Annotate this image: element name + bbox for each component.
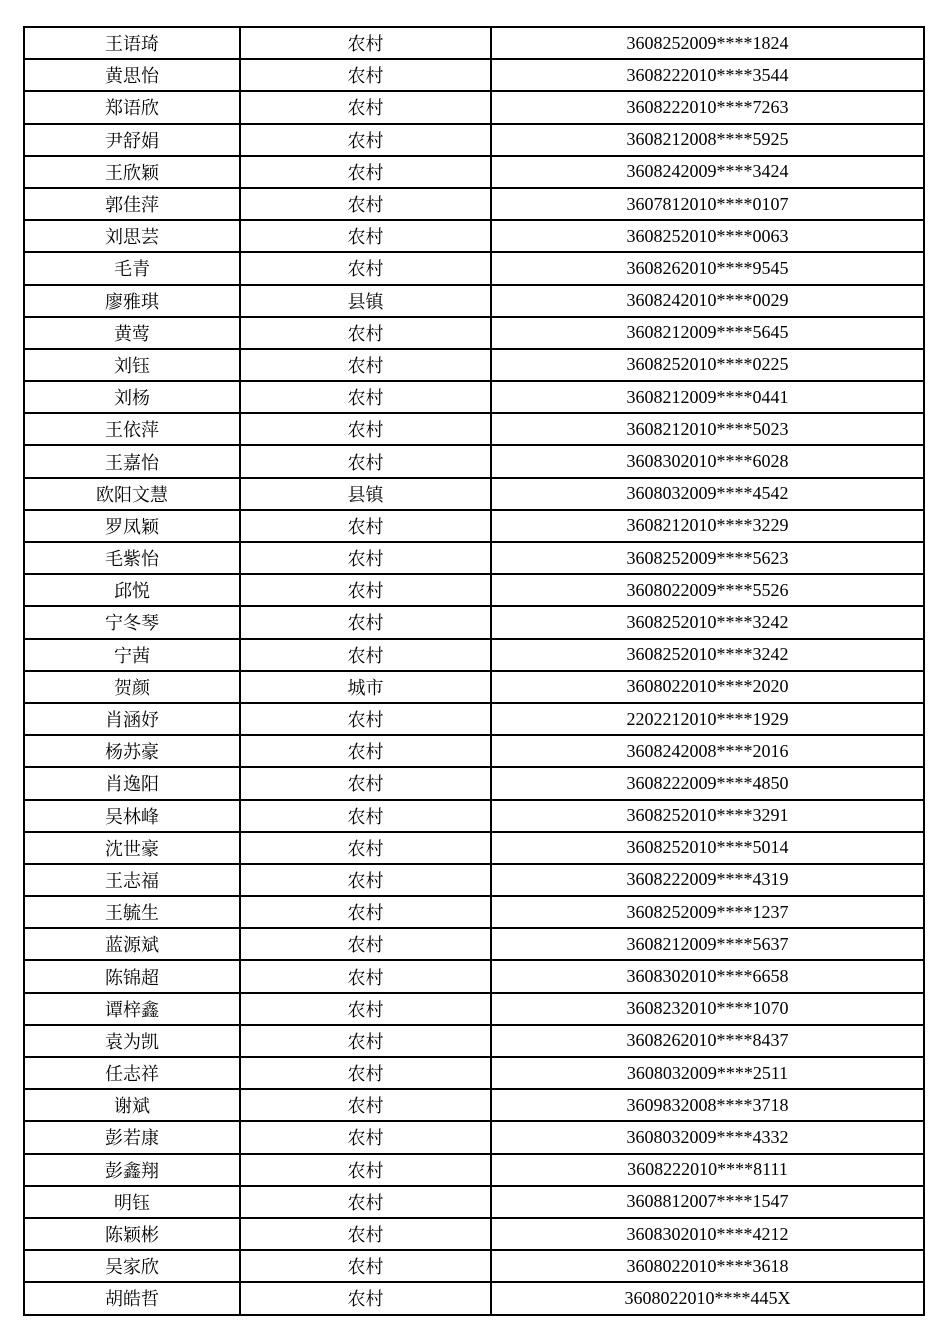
area-type-cell: 农村: [240, 445, 491, 477]
student-name-cell: 吴家欣: [24, 1250, 240, 1282]
area-type-cell: 农村: [240, 1121, 491, 1153]
table-row: [24, 1121, 924, 1153]
student-name-cell: 黄莺: [24, 317, 240, 349]
student-name-cell: 袁为凯: [24, 1025, 240, 1057]
area-type-cell: 农村: [240, 1218, 491, 1250]
table-row: [24, 285, 924, 317]
area-type-cell: 农村: [240, 1089, 491, 1121]
table-row: [24, 606, 924, 638]
student-name-cell: 邱悦: [24, 574, 240, 606]
student-name-cell: 谭梓鑫: [24, 993, 240, 1025]
student-name-cell: 谢斌: [24, 1089, 240, 1121]
student-name-cell: 沈世豪: [24, 832, 240, 864]
table-row: [24, 1025, 924, 1057]
table-row: [24, 574, 924, 606]
area-type-cell: 农村: [240, 1186, 491, 1218]
id-number-cell: 3608022010****3618: [491, 1250, 924, 1282]
table-row: [24, 478, 924, 510]
table-row: [24, 542, 924, 574]
student-name-cell: 宁冬琴: [24, 606, 240, 638]
id-number-cell: 3608252010****5014: [491, 832, 924, 864]
student-name-cell: 宁茜: [24, 639, 240, 671]
area-type-cell: 农村: [240, 1154, 491, 1186]
area-type-cell: 县镇: [240, 285, 491, 317]
id-number-cell: 3608302010****4212: [491, 1218, 924, 1250]
area-type-cell: 农村: [240, 188, 491, 220]
area-type-cell: 农村: [240, 928, 491, 960]
student-name-cell: 欧阳文慧: [24, 478, 240, 510]
id-number-cell: 3608022010****445X: [491, 1282, 924, 1314]
id-number-cell: 3608252009****5623: [491, 542, 924, 574]
student-name-cell: 杨苏豪: [24, 735, 240, 767]
area-type-cell: 农村: [240, 767, 491, 799]
student-name-cell: 王志福: [24, 864, 240, 896]
area-type-cell: 农村: [240, 800, 491, 832]
id-number-cell: 3608232010****1070: [491, 993, 924, 1025]
student-name-cell: 蓝源斌: [24, 928, 240, 960]
student-name-cell: 彭鑫翔: [24, 1154, 240, 1186]
table-row: [24, 156, 924, 188]
table-row: [24, 413, 924, 445]
student-name-cell: 肖涵妤: [24, 703, 240, 735]
area-type-cell: 农村: [240, 542, 491, 574]
area-type-cell: 农村: [240, 639, 491, 671]
id-number-cell: 3608212008****5925: [491, 124, 924, 156]
student-name-cell: 贺颜: [24, 671, 240, 703]
student-name-cell: 吴林峰: [24, 800, 240, 832]
table-row: [24, 703, 924, 735]
area-type-cell: 农村: [240, 574, 491, 606]
table-row: [24, 639, 924, 671]
id-number-cell: 3608252010****3242: [491, 639, 924, 671]
table-row: [24, 928, 924, 960]
area-type-cell: 农村: [240, 156, 491, 188]
area-type-cell: 农村: [240, 1025, 491, 1057]
table-row: [24, 317, 924, 349]
student-name-cell: 彭若康: [24, 1121, 240, 1153]
table-row: [24, 1186, 924, 1218]
area-type-cell: 农村: [240, 993, 491, 1025]
table-row: [24, 1057, 924, 1089]
area-type-cell: 农村: [240, 703, 491, 735]
id-number-cell: 3608222010****8111: [491, 1154, 924, 1186]
area-type-cell: 农村: [240, 510, 491, 542]
id-number-cell: 3608242010****0029: [491, 285, 924, 317]
id-number-cell: 3608032009****4542: [491, 478, 924, 510]
id-number-cell: 3609832008****3718: [491, 1089, 924, 1121]
area-type-cell: 农村: [240, 27, 491, 59]
student-name-cell: 罗凤颖: [24, 510, 240, 542]
id-number-cell: 3608032009****2511: [491, 1057, 924, 1089]
table-row: [24, 832, 924, 864]
id-number-cell: 2202212010****1929: [491, 703, 924, 735]
table-row: [24, 767, 924, 799]
student-name-cell: 王嘉怡: [24, 445, 240, 477]
area-type-cell: 农村: [240, 864, 491, 896]
area-type-cell: 县镇: [240, 478, 491, 510]
table-row: [24, 1218, 924, 1250]
table-row: [24, 1282, 924, 1314]
student-name-cell: 廖雅琪: [24, 285, 240, 317]
student-name-cell: 毛紫怡: [24, 542, 240, 574]
id-number-cell: 3608032009****4332: [491, 1121, 924, 1153]
id-number-cell: 3608222010****7263: [491, 91, 924, 123]
student-name-cell: 尹舒娟: [24, 124, 240, 156]
area-type-cell: 农村: [240, 220, 491, 252]
table-row: [24, 735, 924, 767]
student-roster-table: [23, 26, 925, 1316]
table-row: [24, 1250, 924, 1282]
student-name-cell: 郑语欣: [24, 91, 240, 123]
table-row: [24, 993, 924, 1025]
table-row: [24, 188, 924, 220]
id-number-cell: 3608022009****5526: [491, 574, 924, 606]
id-number-cell: 3608252010****3291: [491, 800, 924, 832]
area-type-cell: 农村: [240, 317, 491, 349]
table-row: [24, 1089, 924, 1121]
id-number-cell: 3608212009****5645: [491, 317, 924, 349]
area-type-cell: 农村: [240, 381, 491, 413]
table-row: [24, 124, 924, 156]
table-row: [24, 800, 924, 832]
student-name-cell: 刘杨: [24, 381, 240, 413]
table-row: [24, 59, 924, 91]
roster-table-body: [24, 27, 924, 1315]
student-name-cell: 王欣颖: [24, 156, 240, 188]
table-row: [24, 27, 924, 59]
table-row: [24, 864, 924, 896]
area-type-cell: 农村: [240, 1057, 491, 1089]
table-row: [24, 960, 924, 992]
table-row: [24, 896, 924, 928]
id-number-cell: 3608222009****4319: [491, 864, 924, 896]
id-number-cell: 3608812007****1547: [491, 1186, 924, 1218]
area-type-cell: 农村: [240, 896, 491, 928]
id-number-cell: 3608212010****5023: [491, 413, 924, 445]
table-row: [24, 220, 924, 252]
student-name-cell: 陈锦超: [24, 960, 240, 992]
id-number-cell: 3608222010****3544: [491, 59, 924, 91]
area-type-cell: 农村: [240, 606, 491, 638]
id-number-cell: 3607812010****0107: [491, 188, 924, 220]
student-name-cell: 王语琦: [24, 27, 240, 59]
id-number-cell: 3608252010****3242: [491, 606, 924, 638]
area-type-cell: 农村: [240, 832, 491, 864]
student-name-cell: 王毓生: [24, 896, 240, 928]
area-type-cell: 农村: [240, 349, 491, 381]
area-type-cell: 农村: [240, 735, 491, 767]
area-type-cell: 城市: [240, 671, 491, 703]
id-number-cell: 3608252009****1237: [491, 896, 924, 928]
table-row: [24, 381, 924, 413]
id-number-cell: 3608022010****2020: [491, 671, 924, 703]
student-name-cell: 任志祥: [24, 1057, 240, 1089]
area-type-cell: 农村: [240, 252, 491, 284]
id-number-cell: 3608212009****0441: [491, 381, 924, 413]
area-type-cell: 农村: [240, 413, 491, 445]
id-number-cell: 3608262010****9545: [491, 252, 924, 284]
id-number-cell: 3608302010****6658: [491, 960, 924, 992]
student-name-cell: 明钰: [24, 1186, 240, 1218]
table-row: [24, 91, 924, 123]
table-row: [24, 349, 924, 381]
table-row: [24, 445, 924, 477]
student-name-cell: 黄思怡: [24, 59, 240, 91]
student-name-cell: 郭佳萍: [24, 188, 240, 220]
student-name-cell: 刘钰: [24, 349, 240, 381]
id-number-cell: 3608212010****3229: [491, 510, 924, 542]
area-type-cell: 农村: [240, 59, 491, 91]
student-name-cell: 肖逸阳: [24, 767, 240, 799]
area-type-cell: 农村: [240, 1250, 491, 1282]
id-number-cell: 3608302010****6028: [491, 445, 924, 477]
table-row: [24, 252, 924, 284]
student-name-cell: 王依萍: [24, 413, 240, 445]
table-row: [24, 1154, 924, 1186]
student-name-cell: 胡皓哲: [24, 1282, 240, 1314]
student-name-cell: 刘思芸: [24, 220, 240, 252]
id-number-cell: 3608222009****4850: [491, 767, 924, 799]
student-name-cell: 毛青: [24, 252, 240, 284]
id-number-cell: 3608242009****3424: [491, 156, 924, 188]
area-type-cell: 农村: [240, 1282, 491, 1314]
table-row: [24, 671, 924, 703]
id-number-cell: 3608212009****5637: [491, 928, 924, 960]
area-type-cell: 农村: [240, 124, 491, 156]
table-row: [24, 510, 924, 542]
id-number-cell: 3608242008****2016: [491, 735, 924, 767]
id-number-cell: 3608252010****0225: [491, 349, 924, 381]
area-type-cell: 农村: [240, 960, 491, 992]
area-type-cell: 农村: [240, 91, 491, 123]
student-name-cell: 陈颖彬: [24, 1218, 240, 1250]
id-number-cell: 3608252009****1824: [491, 27, 924, 59]
id-number-cell: 3608252010****0063: [491, 220, 924, 252]
id-number-cell: 3608262010****8437: [491, 1025, 924, 1057]
